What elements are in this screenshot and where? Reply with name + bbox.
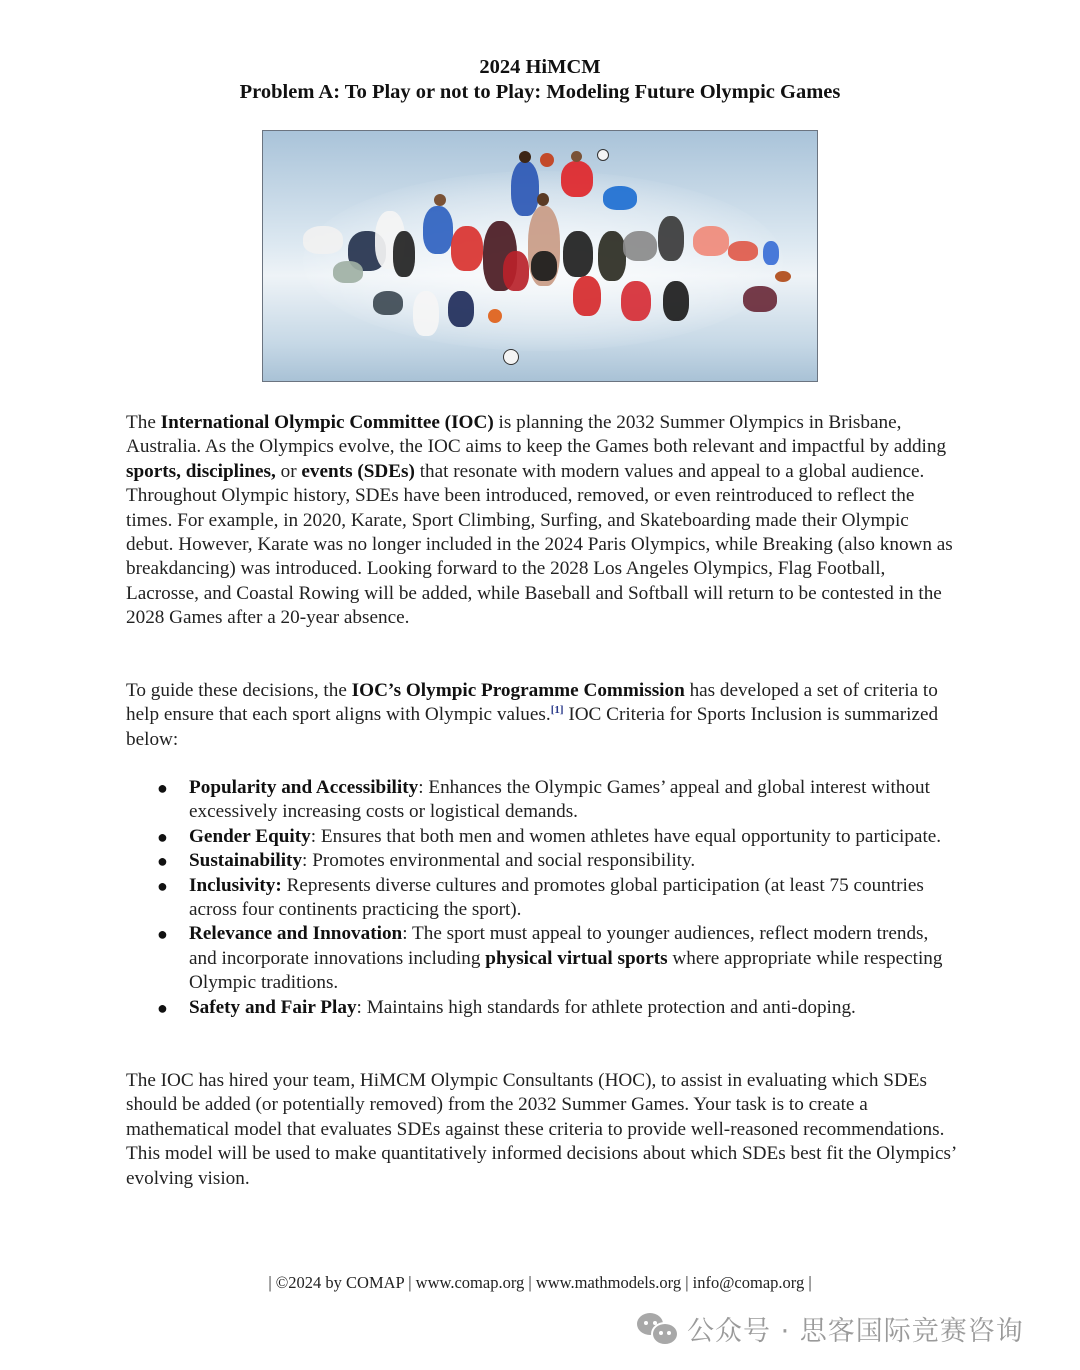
athlete-figure [563, 231, 593, 277]
criteria-label: Inclusivity: [189, 874, 282, 896]
athlete-figure [303, 226, 343, 254]
ioc-term: International Olympic Committee (IOC) [160, 412, 494, 433]
athlete-figure [448, 291, 474, 327]
criteria-text: The sport must appeal to younger audiences, reflect modern trends, and incorporate innovations including [189, 923, 929, 969]
intro-paragraph: The International Olympic Committee (IOC) is planning the 2032 Summer Olympics in Brisbane, Australia. As the Olympics evolve, the IOC aims to keep the Games both relevant and impactful by adding sports, disciplines, or events (SDEs) that resonate with modern values and appeal to a global audience. Throughout Olympic history, SDEs have been introduced, removed, or even reintroduced to reflect the times. For example, in 2020, Karate, Sport Climbing, Surfing, and Skateboarding made their Olympic debut. However, Karate was no longer included in the 2024 Paris Olympics, while Breaking (also known as breakdancing) was introduced. Looking forward to the 2028 Los Angeles Olympics, Flag Football, Lacrosse, and Coastal Rowing will be added, while Baseball and Softball will return to be contested in the 2028 Games after a 20-year absence. [126, 412, 953, 629]
athlete-figure [373, 291, 403, 315]
criteria-label: Relevance and Innovation [189, 923, 403, 945]
criteria-text: Maintains high standards for athlete protection and anti-doping. [361, 996, 856, 1018]
document-header [0, 55, 1080, 105]
athlete-figure [561, 161, 593, 197]
criteria-item-safety-fair-play: ● Safety and Fair Play: Maintains high standards for athlete protection and anti-doping. [155, 996, 955, 1020]
basketball-icon [488, 309, 502, 323]
criteria-item-sustainability: ● Sustainability: Promotes environmental and social responsibility. [155, 849, 955, 873]
wechat-watermark [637, 1309, 1024, 1347]
athlete-figure [413, 291, 439, 336]
soccer-ball-icon [503, 349, 519, 365]
criteria-item-inclusivity [155, 874, 955, 923]
task-paragraph: The IOC has hired your team, HiMCM Olympic Consultants (HOC), to assist in evaluating which SDEs should be added (or potentially removed) from the 2032 Summer Games. Your task is to create a mathematical model that evaluates SDEs against these criteria to provide well-reasoned recommendations. This model will be used to make quantitatively informed decisions about which SDEs best fit the Olympics’ evolving vision. [126, 1070, 956, 1189]
copyright-footer: | ©2024 by COMAP | www.comap.org | www.mathmodels.org | info@comap.org | [268, 1273, 812, 1292]
soccer-ball-icon [597, 149, 609, 161]
athlete-head [434, 194, 446, 206]
athlete-figure [333, 261, 363, 283]
athlete-figure [623, 231, 657, 261]
criteria-label: Safety and Fair Play [189, 996, 357, 1018]
criteria-item-popularity: ● Popularity and Accessibility: Enhances the Olympic Games’ appeal and global interest without excessively increasing costs or logistical demands. [157, 777, 930, 823]
athlete-figure [573, 276, 601, 316]
criteria-label: Sustainability [189, 850, 303, 872]
bullet-icon: ● [157, 875, 168, 896]
athlete-figure [728, 241, 758, 261]
criteria-text: Ensures that both men and women athletes have equal opportunity to participate. [316, 825, 942, 847]
athlete-figure [743, 286, 777, 312]
reference-link[interactable]: [1] [550, 704, 564, 717]
criteria-text: Promotes environmental and social responsibility. [307, 850, 696, 872]
athlete-figure [621, 281, 651, 321]
athlete-figure [531, 251, 557, 281]
bullet-icon: ● [157, 924, 168, 945]
problem-title: Problem A: To Play or not to Play: Modeling Future Olympic Games [239, 81, 841, 103]
guide-paragraph: To guide these decisions, the IOC’s Olympic Programme Commission has developed a set of criteria to help ensure that each sport aligns with Olympic values.[1] IOC Criteria for Sports Inclusion is summarized below: [126, 680, 939, 750]
criteria-list [155, 776, 955, 1020]
athlete-figure [598, 231, 626, 281]
athlete-figure [663, 281, 689, 321]
criteria-item-gender-equity: ● Gender Equity: Ensures that both men and women athletes have equal opportunity to participate. [155, 825, 955, 849]
criteria-text: Enhances the Olympic Games’ appeal and global interest without excessively increasing costs or logistical demands. [189, 777, 930, 823]
programme-commission-term: IOC’s Olympic Programme Commission [351, 680, 685, 701]
olympic-athletes-collage-image [262, 130, 818, 382]
criteria-label: Gender Equity [189, 825, 311, 847]
criteria-label: Popularity and Accessibility [189, 777, 419, 798]
document-title: 2024 HiMCM [479, 56, 601, 78]
criteria-text: Represents diverse cultures and promotes global participation (at least 75 countries across four continents practicing the sport). [189, 874, 924, 921]
bullet-icon: ● [157, 778, 168, 798]
bullet-icon: ● [157, 826, 168, 847]
athlete-figure [763, 241, 779, 265]
athlete-figure [423, 206, 453, 254]
athlete-figure [658, 216, 684, 261]
athlete-figure [693, 226, 729, 256]
athlete-figure [451, 226, 483, 271]
physical-virtual-sports-term: physical virtual sports [485, 947, 668, 969]
athlete-head [571, 151, 582, 162]
sdes-term-sports-disciplines: sports, disciplines, [126, 460, 276, 482]
athlete-figure [503, 251, 529, 291]
wechat-icon [637, 1311, 679, 1345]
bullet-icon: ● [157, 997, 168, 1018]
athlete-figure [393, 231, 415, 277]
athlete-figure [511, 161, 539, 216]
athlete-head [537, 193, 549, 206]
athlete-head [519, 151, 531, 163]
criteria-item-relevance-innovation: ● Relevance and Innovation: The sport must appeal to younger audiences, reflect modern trends, and incorporate innovations including physical virtual sports where appropriate while respecting Olympic traditions. [157, 923, 943, 994]
sdes-term-events: events (SDEs) [301, 460, 415, 482]
watermark-text: 公众号 · 思客国际竞赛咨询 [687, 1315, 1024, 1347]
basketball-icon [540, 153, 554, 167]
bullet-icon: ● [157, 851, 168, 872]
rugby-ball-icon [775, 271, 791, 282]
athlete-figure [603, 186, 637, 210]
